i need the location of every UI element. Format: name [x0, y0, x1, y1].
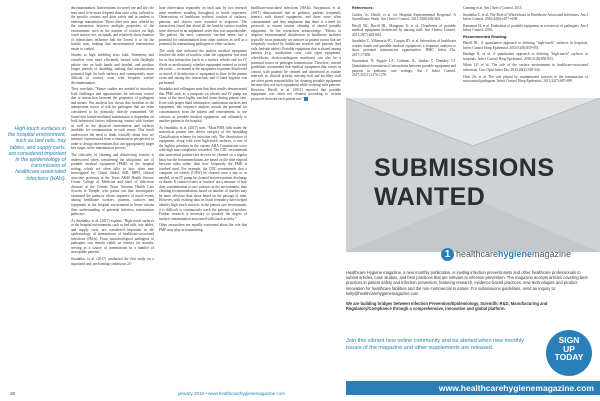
paragraph: Jinadatha, et al. (2017) conducted the first study on a stipulated unit, performing continuous 24- — [71, 256, 154, 266]
page-number: 28 — [10, 391, 16, 396]
reference-item: Otter JA, et al. The role played by contaminated surfaces in the transmission of nosocomial pathogens. Infect Control Hosp Epidemiol. 2011;32(7):687-699. — [463, 74, 588, 84]
article-column-3 — [251, 6, 341, 206]
logo-wordmark — [456, 249, 571, 259]
reference-item: White LF, et al. The role of the surface environment in healthcare-associated infections. Curr Opin Infect Dis. 2013;26(4):338-344. — [463, 63, 588, 73]
submissions-ad — [346, 98, 600, 401]
article-column-1 — [71, 6, 154, 388]
sign-up-line-2: UP — [563, 343, 575, 354]
logo-badge: 1 — [441, 248, 454, 261]
logo-word-3: magazine — [532, 249, 572, 259]
reference-item: Canning et al. Am J Infect Control. 2015. — [463, 6, 523, 10]
issue-date: january 2018 • www.healthcarehygienemagazine.com — [178, 391, 285, 396]
paragraph-text: healthcare-associated infections (HAIs). Suwantarat, et al. (2017) demonstrated that in pediatric patients frequently interact with shared equipment, and there were often contaminated, and they emphasize that there is a need for protocols to ensure routine cleaning of shared portable equipment. As the researchers acknowledge, "Efforts to improve environmental disinfection in healthcare facilities typically focus primarily on surfaces in patient rooms that are frequently touched by healthcare workers and patients (bed rails, bedside tables). Portable equipment that is shared among patients (e.g., medication carts, vital signs equipment, wheelchairs, electrocardiogram machines) can also be a potential source of pathogen transmission. Therefore, current guidelines recommend that medical equipment that comes in contact with patients be cleaned and disinfected at routine intervals or, clinical priority, nursing staff and ancillary staff are often given responsibility for cleaning portable equipment because they use such equipment while working with patients. However, Havill, et al. (2011) reported that portable equipment was often not cleaned according to written protocols between each patient use." — [251, 6, 341, 101]
magazine-logo — [441, 248, 596, 262]
reference-item: Jinadatha C, Villamaria FC, Coppin JD, et al. Interaction of healthcare worker hands and portable medical equipment: a sequence analysis to show potential transmission opportunities. BMC Infect Dis. 2017;17:800. — [352, 39, 456, 57]
ad-headline: SUBMISSIONS WANTED — [374, 154, 555, 211]
sign-up-button[interactable] — [546, 330, 592, 376]
magazine-url-link[interactable]: www.healthcarehygienemagazine.com — [438, 383, 594, 393]
paragraph: As Jinadatha, et al. (2017) explain, "High-touch surfaces in the hospital environment, such as bed rails, tray tables, and supply carts, are considered important in the epidemiology of transmission of healthcare-associated infections (HAIs). From microbiological pathogens to pathogens can remain viable on fomites for months, serving as a source of transmission in a number of susceptible patients." — [71, 218, 154, 255]
references-column-2 — [463, 6, 588, 94]
paragraph: As Jinadatha, et al. (2017) note, "Most PME falls under the noncritical patient care device category of the Spaulding Classification scheme for infection risk. The disinfection of equipment, along with even high-touch surfaces, is one of the highest priorities in the current AHA Commission score with high non-compliance rewarded. The CDC recommends that noncritical patient-care devices be cleaned on a regular basis but the recommendations are based on the time elapsed between tasks rather than how frequently the PME is touched used. For example, the CDC recommends that a computer on wheels (COW) be cleaned once a day or as needed, or an IV pump be cleaned between patient discharge or disuse. If contact events or 'touches' are a measure of how dirty contamination occurs surfaces in the environment, then cleaning recommendations based on number of touches may be more effective than those based on the passage of time. However, with existing data on touch frequency have helped identify high-touch surfaces in the patient care environment, it is difficult to continuously track the patterns of touches. Further research is necessary to quantify the degree of surface contamination associated with touch activity." — [159, 125, 247, 221]
end-mark-icon — [304, 97, 308, 101]
ad-body — [346, 270, 590, 311]
reference-item: Cordes, Jr., Havill, et al. for Hospital Environmental Response: A Surveillance Study. Am J Infect Control. 2011;39(8):602-604. — [352, 12, 456, 22]
logo-word-1: healthcare — [456, 249, 499, 259]
reference-item: Havill NL. A quantitative approach to defining "high-touch" surfaces in hospitals. Infect Control Hosp Epidemiol. 2010;31(8):850-853. — [463, 41, 588, 50]
envelope-image — [346, 98, 600, 252]
sign-up-line-1: SIGN — [558, 335, 580, 345]
paragraph: Other researchers are equally concerned about the role that PME may play in transmitting — [159, 223, 247, 232]
paragraph: They conclude, "Future studies are needed to introduce both challenges and opportunities for infection control due to interaction between the properties of pathogens and means. Our analysis has shown that frontline as the animportant source of risk for pathogens that are often considered to be, primarily, directly transmitted. We found that fomite-mediated transmission is dependent on both behavioral factors influencing contact with fomites as well as the physical environment and surfaces available for contamination in each venue. This result underscores the need to think critically about how we measure characterized from a transmission perspective in order to design interventions that can appropriately target key stages in the transmission process." — [71, 87, 154, 151]
pull-quote: High-touch surfaces in the hospital environment, such as bed rails, tray tables, and supply carts, are considered important in the epidemiology of transmission of healthcare-associated infections (HAIs). — [8, 126, 66, 182]
url-bar — [346, 381, 600, 395]
paragraph: Studies to high shedding rises both. Numerous and countless even more efficiently treated with flashlight palette rise on both hands and bonded, and produce longer periods of shedding, making that transmissions potential high for both surfaces and consequently more difficult to control, even with frequent surface decontamination. — [71, 53, 154, 85]
reference-item: Kanamori H, et al. Evaluation of portable equipment as a reservoir of pathogens. Am J Infect Control. 2016. — [463, 23, 588, 33]
ad-body-paragraph: Healthcare Hygiene magazine, a new monthly publication, is inviting infection preventionists and other healthcare professionals to submit articles, case studies, and best practices that are relevant to infection prevention. The magazine accepts articles covering best practices in patient safety and infection prevention, featuring research, evidence-based practices, new technologies and product innovation for healthcare facilities and the non-commercial in nature. For submissions guidelines, send an inquiry to: kelly@healthcarehygienemagazine.com — [346, 270, 588, 296]
reference-item: Suwantarat N, Supple LA, Cadnum JL, Sankar T, Donskey CJ. Quantitative assessment of interactions between portable equipment and patients in pediatric care settings. Am J Infect Control. 2017;45(11):1276-1278. — [352, 59, 456, 78]
article-column-2 — [159, 6, 247, 388]
paragraph — [251, 6, 341, 101]
ad-body-paragraph-2: We are building bridges between Infection Prevention/Epidemiology, Scientific R&D, Manufacturing and Regulatory/Compliance through a comprehensive, innovative and global platform. — [346, 301, 548, 312]
references-column — [352, 6, 456, 94]
paragraph: The study also indicated the authors medical equipment touched the order of touches; what the equipment was used for in that interaction (such as a surface vehicle and for IV fluids or medications); whether equipment entered or exited the room — recleaned at the equipment to patient disinfected or stored; if disinfection of equipment is done in the patient room and during this interaction; and if hand hygiene was performed. — [159, 48, 247, 85]
recommended-reading-heading: Recommended Reading: — [463, 34, 508, 39]
reference-item: Huslage K, et al. A quantitative approach to defining "high-touch" surfaces in hospitals. Infect Control Hosp Epidemiol. 2010;31(8):850-853. — [463, 52, 588, 61]
paragraph: hour observation separately on each unit by two research team members standing throughout to touch sequences. Observations of healthcare workers' touches of surfaces, patients, and objects were recorded in sequence. The researchers found that about all the hand-to-surface touches were directed in an unplanned order that was unpredictable. The patient, the most commonly touched items, but a potential for contamination from other surfaces as well as a potential for transmitting pathogens to other surfaces. — [159, 6, 247, 47]
reference-item: Havill NL, Havill HL, Mangione E, et al. Cleanliness of portable medical equipment disinfected by nursing staff. Am J Infect Control. 2011;39(7):602-604. — [352, 23, 456, 37]
logo-word-2: hygiene — [498, 249, 533, 259]
reference-item: Jinadatha C, et al. The Role of Wheelchairs in Healthcare Associated Infections. Am J Infect Control. 2016;44(6):e107-e108. — [463, 12, 588, 22]
paragraph: Jinadatha and colleagues note that their results demonstrated that PME such as a computer on wheels and IV pump are some of the most highly touched items during patient care. Even with proper hand sanitization, sanitization surfaces and equipment, this sequence analysis reveals the potential for contamination from the patient and environment, to use contacts as portable medical equipment, and ultimately to another patient in the hospital. — [159, 87, 247, 124]
paragraph: The criticality of cleaning and disinfecting fomites is underscored when considering the ubiquitous use of portable medical equipment (PME) in the hospital setting, which are often fully to how often ease investigated by Christi Jindal, MD, MPH, clinical associate professor at the Texas A&M Health Science Center College of Medicine and chief of infectious diseases at the Central Texas Veterans Health Care System in Temple, who points out that investigators examined the pathway whose sequence of touch events among healthcare workers, patients, surfaces and equipment in the hospital environment to better inform their understanding of potential infection transmission pathways. — [71, 152, 154, 217]
sign-up-line-3: TODAY — [554, 352, 584, 362]
paragraph: decontamination. Interventions for novel use and the role may need to be more frequent than once a day, tailored to the specific context, and done safely and in tandem to interrupt transmission. These offer new ones offered by the interaction between multiple properties of the environment, such as the number of touches on high touch station rice, on hands, and relatively short duration of interactions influence halt the lowest it to for the hostile runs, making that environmental transmission easier to control. — [71, 6, 154, 51]
ad-join-text: Join this vibrant new online community and be alerted when new monthly issues of the magazine and other supplements are released. — [346, 338, 524, 351]
references-heading: References: — [352, 6, 374, 10]
